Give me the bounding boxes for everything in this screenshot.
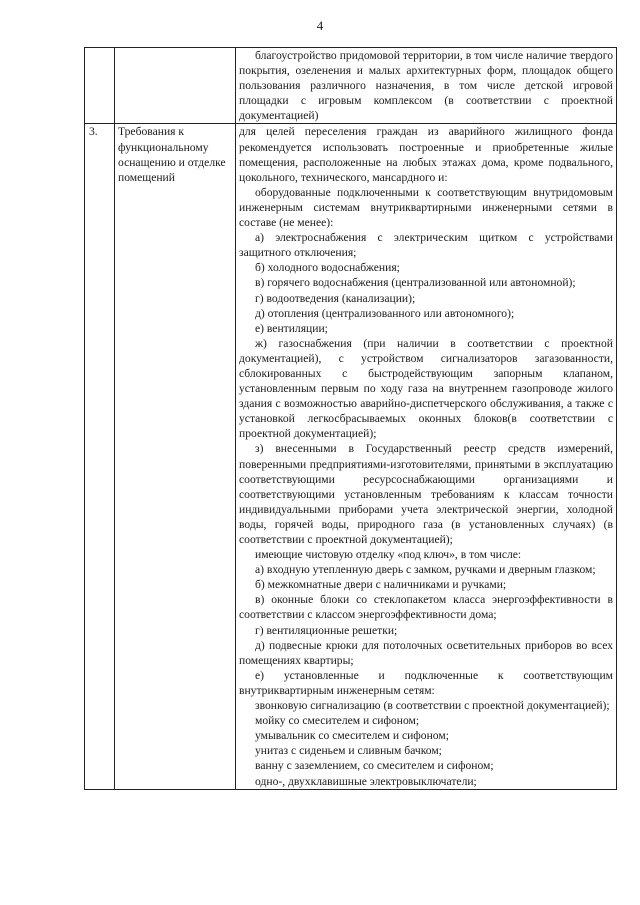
requirement-paragraph: мойку со смесителем и сифоном; [255,714,420,728]
requirement-paragraph: г) водоотведения (канализации); [255,291,416,305]
requirement-paragraph: унитаз с сиденьем и сливным бачком; [255,744,442,758]
requirement-paragraph: звонковую сигнализацию (в соответствии с проектной документацией); [255,699,610,713]
requirement-paragraph: ванну с заземлением, со смесителем и сифоном; [255,759,494,773]
row-requirements [236,124,617,789]
requirement-paragraph: ж) газоснабжения (при наличии в соответствии с проектной документацией), с устройством сигнализаторов загазованности, сблокированных с быстродействующим запорным клапаном, установленным первым по ходу газа на внутреннем газопроводе жилого здания с возможностью аварийно-диспетчерского обслуживания, а также с установкой легкосбрасываемых оконных блоков(в соответствии с проектной документацией); [239,336,613,441]
requirement-paragraph: е) установленные и подключенные к соответствующим внутриквартирным инженерным сетям: [239,668,613,697]
table-row [85,124,617,789]
row-title: Требования к функциональному оснащению и отделке помещений [115,124,236,789]
table-row [85,48,617,124]
requirement-paragraph: а) входную утепленную дверь с замком, ручками и дверным глазком; [255,563,596,577]
requirement-paragraph: б) холодного водоснабжения; [255,261,400,275]
requirement-paragraph: б) межкомнатные двери с наличниками и ручками; [255,578,507,592]
requirements-table [84,47,617,790]
requirement-paragraph: имеющие чистовую отделку «под ключ», в том числе: [255,548,522,562]
requirement-paragraph: умывальник со смесителем и сифоном; [255,729,449,743]
requirement-paragraph: а) электроснабжения с электрическим щитком с устройствами защитного отключения; [239,231,613,260]
page-number: 4 [316,18,324,33]
requirement-paragraph: з) внесенными в Государственный реестр средств измерений, поверенными предприятиями-изготовителями, принятыми в эксплуатацию соответствующими ресурсоснабжающими организациями и соответствующими установленным требованиям к классам точности индивидуальными приборами учета электрической энергии, холодной воды, горячей воды, природного газа (в установленных случаях) (в соответствии с проектной документацией); [239,442,613,546]
requirement-paragraph: д) подвесные крюки для потолочных осветительных приборов во всех помещениях квартиры; [239,638,613,667]
row-title [115,48,236,124]
requirement-paragraph: д) отопления (централизованного или автономного); [255,306,515,320]
requirement-paragraph: г) вентиляционные решетки; [255,623,398,637]
row-requirements [236,48,617,124]
requirement-paragraph: благоустройство придомовой территории, в том числе наличие твердого покрытия, озеленения и малых архитектурных форм, площадок общего пользования различного назначения, в том числе детской игровой площадки с игровым комплексом (в соответствии с проектной документацией) [239,49,613,123]
row-number: 3. [85,124,115,789]
requirement-paragraph: одно-, двухклавишные электровыключатели; [255,774,477,788]
requirement-paragraph: в) горячего водоснабжения (централизованной или автономной); [255,276,576,290]
requirement-paragraph: е) вентиляции; [255,321,328,335]
row-number [85,48,115,124]
requirement-paragraph: для целей переселения граждан из аварийного жилищного фонда рекомендуется использовать построенные и приобретенные жилые помещения, расположенные на любых этажах дома, кроме подвального, цокольного, технического, мансардного и: [239,125,613,184]
requirement-paragraph: оборудованные подключенными к соответствующим внутридомовым инженерным системам внутриквартирными инженерными сетями в составе (не менее): [239,185,613,230]
requirement-paragraph: в) оконные блоки со стеклопакетом класса энергоэффективности в соответствии с классом энергоэффективности дома; [239,593,613,622]
